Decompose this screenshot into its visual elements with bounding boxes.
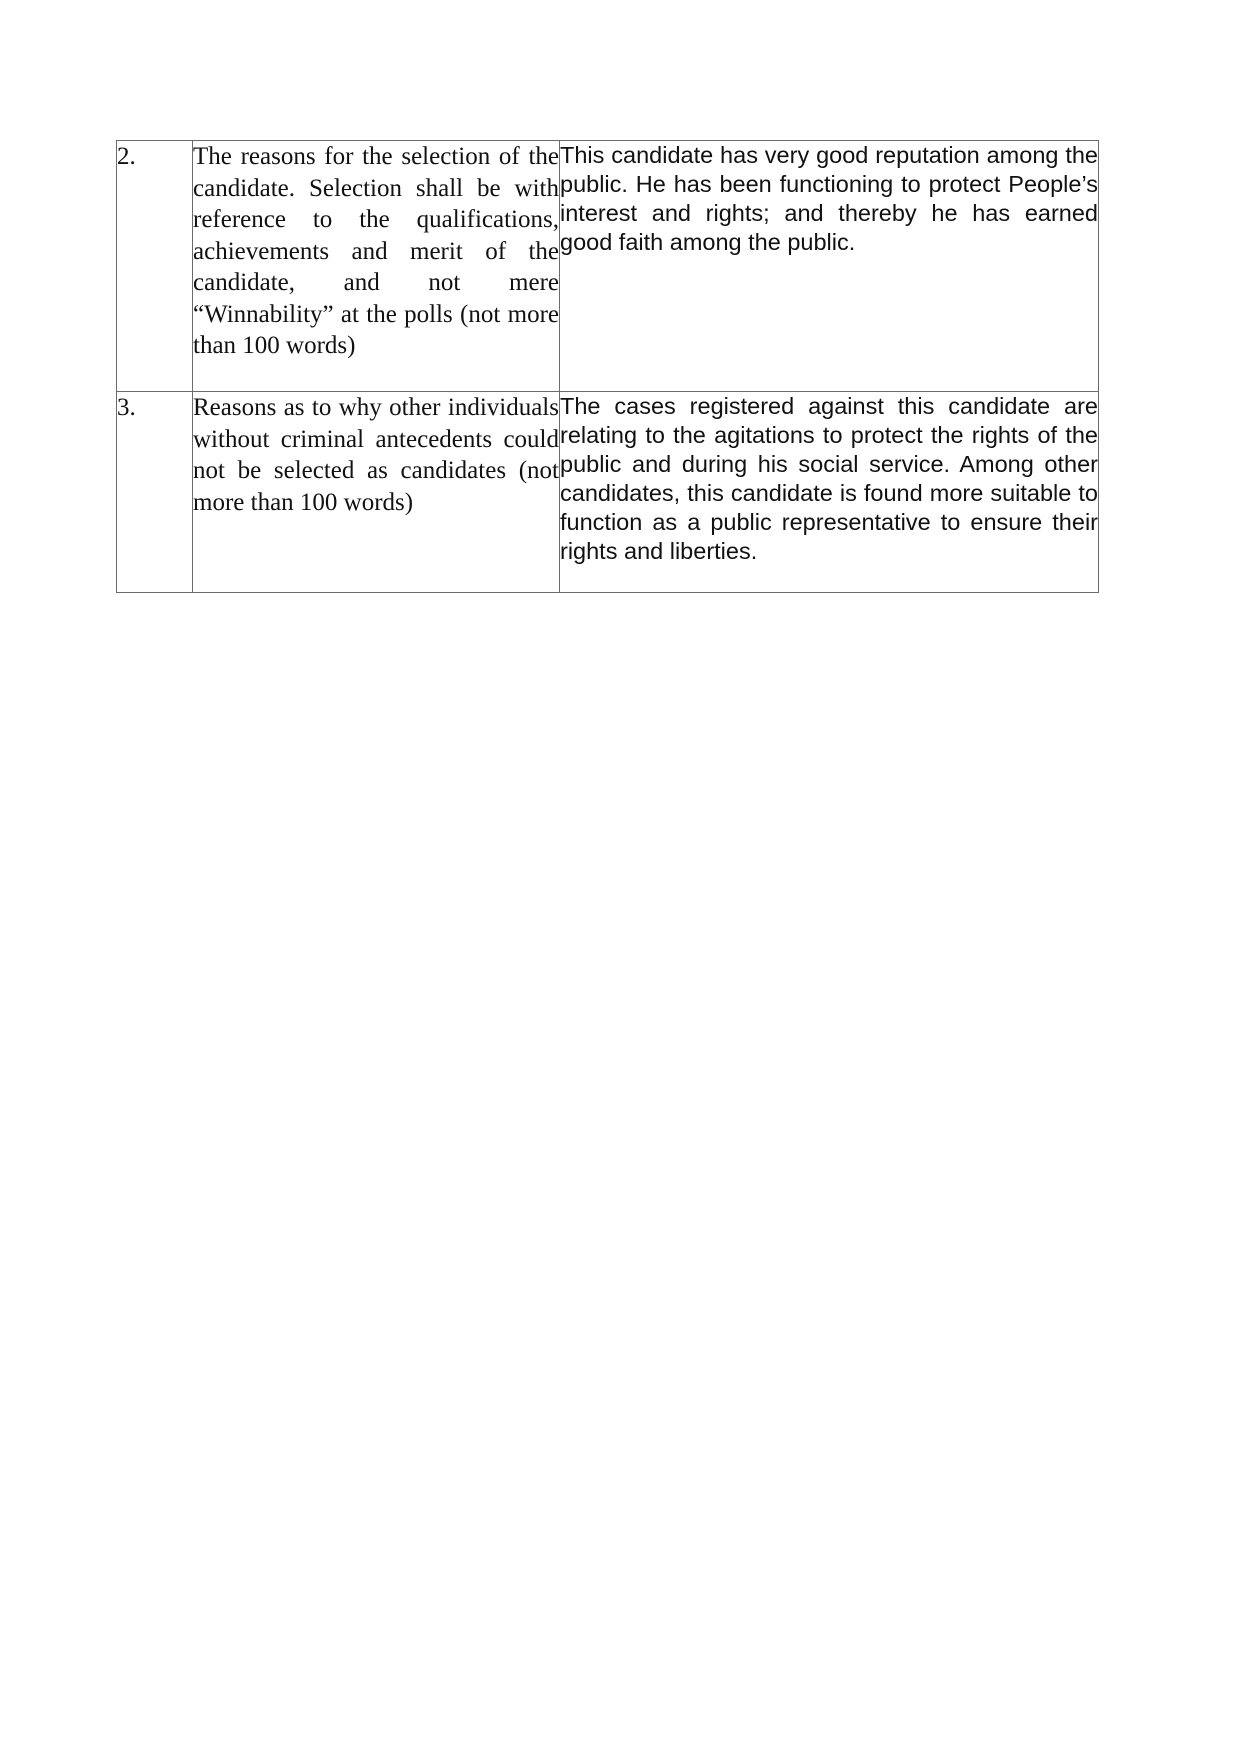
table-row	[117, 392, 1099, 593]
question-cell: Reasons as to why other individuals without criminal antecedents could not be selected as candidates (not more than 100 words)	[193, 392, 560, 593]
candidate-details-table	[116, 140, 1099, 593]
row-number: 2.	[117, 141, 193, 392]
row-number: 3.	[117, 392, 193, 593]
answer-cell: The cases registered against this candidate are relating to the agitations to protect the rights of the public and during his social service. Among other candidates, this candidate is found more suitable to function as a public representative to ensure their rights and liberties.	[560, 392, 1099, 593]
question-cell: The reasons for the selection of the candidate. Selection shall be with reference to the qualifications, achievements and merit of the candidate, and not mere “Winnability” at the polls (not more than 100 words)	[193, 141, 560, 392]
table-row	[117, 141, 1099, 392]
answer-cell: This candidate has very good reputation among the public. He has been functioning to protect People’s interest and rights; and thereby he has earned good faith among the public.	[560, 141, 1099, 392]
